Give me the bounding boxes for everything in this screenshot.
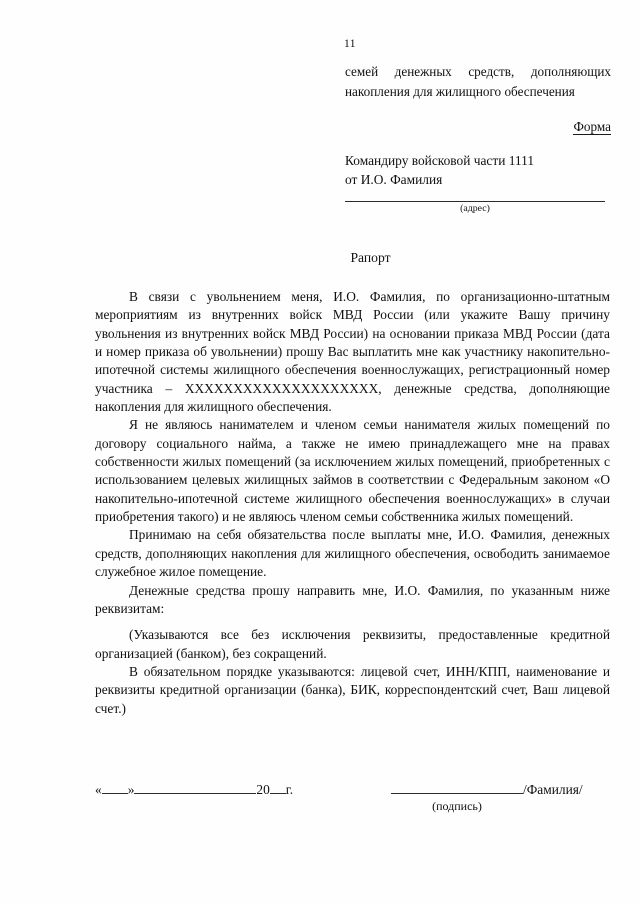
date-year-prefix: 20 [256, 782, 270, 797]
body-paragraph-3: Принимаю на себя обязательства после выплаты мне, И.О. Фамилия, денежных средств, дополняющих накопления для жилищного обеспечения, освободить занимаемое служебное жилое помещение. [95, 527, 610, 580]
page-number: 11 [344, 38, 356, 50]
signature-surname: /Фамилия/ [523, 782, 583, 797]
page-title: Рапорт [350, 250, 391, 265]
signature-blank[interactable] [391, 780, 523, 794]
addressee-commander-line: Командиру войсковой части 1111 [345, 153, 535, 168]
addressee-from-line: от И.О. Фамилия [345, 171, 443, 187]
form-label: Форма [573, 119, 611, 134]
signature-line [391, 780, 610, 798]
body-spacer [95, 618, 610, 626]
body-paragraph-4: Денежные средства прошу направить мне, И.О. Фамилия, по указанным ниже реквизитам: [95, 582, 610, 616]
date-year-suffix: г. [285, 782, 294, 797]
date-quote-open: « [95, 782, 102, 797]
body-paragraph-2: Я не являюсь нанимателем и членом семьи нанимателя жилых помещений по договору социального найма, а также не имею принадлежащего мне на правах собственности жилых помещений (за исключением жилых помещений, приобретенных с использованием целевых жилищных займов в соответствии с Федеральным законом «О накопительно-ипотечной системе жилищного обеспечения военнослужащих» в случаи приобретения такого) и не являюсь членом семьи собственника жилых помещений. [95, 417, 610, 525]
date-line [95, 780, 293, 798]
date-day-blank[interactable] [102, 780, 128, 794]
address-blank-rule [345, 201, 605, 202]
document-body [95, 288, 610, 718]
form-label-row [345, 118, 611, 136]
note-paragraph-1: (Указываются все без исключения реквизиты, предоставленные кредитной организацией (банком), без сокращений. [95, 627, 610, 661]
document-footer [95, 780, 610, 830]
header-continuation-text: семей денежных средств, дополняющих накопления для жилищного обеспечения [345, 64, 611, 99]
date-month-blank[interactable] [134, 780, 256, 794]
address-caption: (адрес) [460, 203, 490, 214]
date-year-blank[interactable] [270, 780, 286, 794]
body-paragraph-1: В связи с увольнением меня, И.О. Фамилия, по организационно-штатным мероприятиям из внутренних войск МВД России (или укажите Вашу причину увольнения из внутренних войск МВД России) на основании приказа МВД России (дата и номер приказа об увольнении) прошу Вас выплатить мне как участнику накопительно-ипотечной системы жилищного обеспечения военнослужащих, регистрационный номер участника – XXXXXXXXXXXXXXXXXXXX, денежные средства, дополняющие накопления для жилищного обеспечения. [95, 289, 610, 415]
addressee-block [345, 152, 615, 189]
note-paragraph-2: В обязательном порядке указываются: лицевой счет, ИНН/КПП, наименование и реквизиты кредитной организации (банка), БИК, корреспондентский счет, Ваш лицевой счет.) [95, 663, 610, 716]
date-quote-close: » [127, 782, 135, 797]
signature-caption: (подпись) [432, 799, 482, 813]
